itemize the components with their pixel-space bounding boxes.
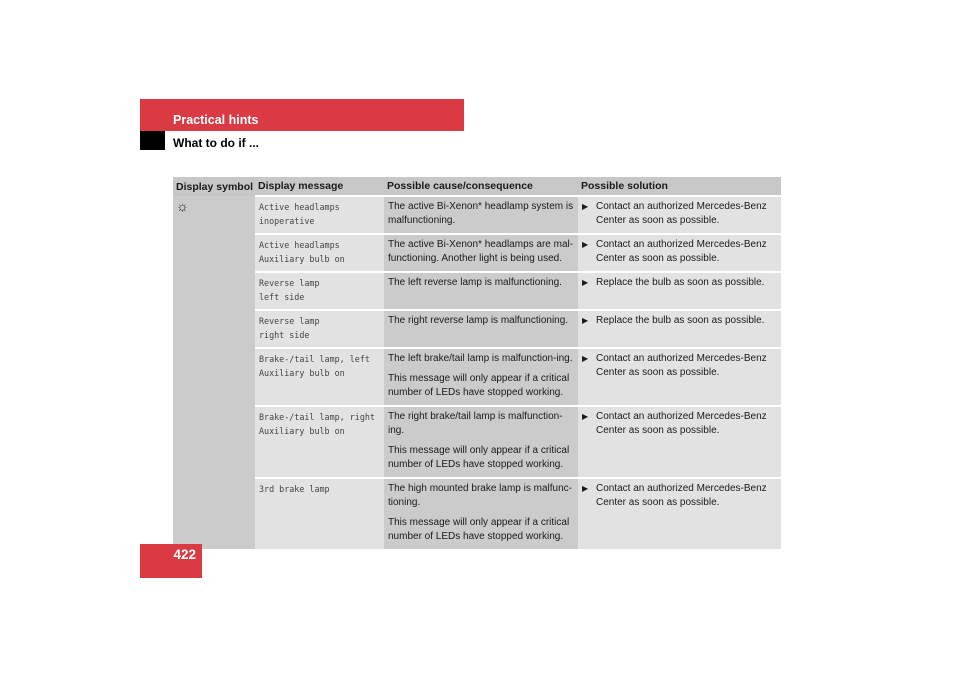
solution-text: Contact an authorized Mercedes-Benz Center as soon as possible.	[596, 353, 767, 378]
column-header-symbol: Display symbol	[173, 177, 255, 196]
solution-cell	[578, 478, 781, 549]
display-message-cell	[255, 406, 384, 478]
table-row	[173, 348, 781, 406]
display-message-cell	[255, 310, 384, 348]
cause-cell	[384, 196, 578, 234]
column-header-solution: Possible solution	[578, 177, 781, 196]
solution-cell	[578, 272, 781, 310]
display-message-line: 3rd brake lamp	[259, 484, 330, 494]
cause-text: The active Bi-Xenon* headlamp system is malfunctioning.	[388, 201, 574, 226]
cause-text: The left brake/tail lamp is malfunction-ing.	[388, 353, 573, 364]
solution-cell	[578, 310, 781, 348]
display-message-line: Auxiliary bulb on	[259, 426, 345, 436]
display-message-cell	[255, 348, 384, 406]
cause-cell	[384, 310, 578, 348]
bullet-arrow-icon: ▶	[582, 202, 589, 211]
table-row	[173, 272, 781, 310]
table-row	[173, 234, 781, 272]
display-message-line: Active headlamps	[259, 202, 340, 212]
column-header-cause: Possible cause/consequence	[384, 177, 578, 196]
cause-text: This message will only appear if a critical number of LEDs have stopped working.	[388, 517, 570, 542]
table-row	[173, 478, 781, 549]
cause-cell	[384, 234, 578, 272]
section-title: Practical hints	[173, 113, 259, 127]
display-message-cell	[255, 478, 384, 549]
solution-cell	[578, 348, 781, 406]
solution-text: Contact an authorized Mercedes-Benz Center as soon as possible.	[596, 483, 767, 508]
page-number: 422	[173, 547, 196, 562]
cause-text: This message will only appear if a critical number of LEDs have stopped working.	[388, 445, 570, 470]
solution-text: Contact an authorized Mercedes-Benz Center as soon as possible.	[596, 201, 767, 226]
display-messages-table	[173, 177, 781, 549]
page-number-box	[140, 544, 202, 578]
header-tab-marker	[140, 131, 165, 150]
table-row	[173, 406, 781, 478]
display-message-line: Reverse lamp	[259, 316, 320, 326]
solution-text: Contact an authorized Mercedes-Benz Center as soon as possible.	[596, 411, 767, 436]
table-header-row	[173, 177, 781, 196]
display-message-line: Active headlamps	[259, 240, 340, 250]
section-subtitle: What to do if ...	[173, 136, 259, 150]
cause-text: The high mounted brake lamp is malfunc-tioning.	[388, 483, 572, 508]
headlamp-icon: ☼	[176, 198, 189, 214]
cause-text: The active Bi-Xenon* headlamps are mal-functioning. Another light is being used.	[388, 239, 574, 264]
display-message-line: Brake-/tail lamp, left	[259, 354, 370, 364]
display-message-line: Brake-/tail lamp, right	[259, 412, 375, 422]
cause-cell	[384, 272, 578, 310]
display-message-cell	[255, 196, 384, 234]
display-message-line: Auxiliary bulb on	[259, 368, 345, 378]
solution-cell	[578, 234, 781, 272]
cause-cell	[384, 478, 578, 549]
display-message-line: right side	[259, 330, 310, 340]
table-row	[173, 196, 781, 234]
solution-text: Contact an authorized Mercedes-Benz Center as soon as possible.	[596, 239, 767, 264]
bullet-arrow-icon: ▶	[582, 484, 589, 493]
bullet-arrow-icon: ▶	[582, 316, 589, 325]
cause-text: This message will only appear if a critical number of LEDs have stopped working.	[388, 373, 570, 398]
bullet-arrow-icon: ▶	[582, 278, 589, 287]
bullet-arrow-icon: ▶	[582, 240, 589, 249]
solution-text: Replace the bulb as soon as possible.	[596, 277, 765, 288]
display-message-line: Reverse lamp	[259, 278, 320, 288]
solution-cell	[578, 196, 781, 234]
cause-cell	[384, 348, 578, 406]
bullet-arrow-icon: ▶	[582, 354, 589, 363]
display-message-line: left side	[259, 292, 305, 302]
cause-text: The left reverse lamp is malfunctioning.	[388, 277, 562, 288]
cause-text: The right brake/tail lamp is malfunction-ing.	[388, 411, 563, 436]
column-header-message: Display message	[255, 177, 384, 196]
bullet-arrow-icon: ▶	[582, 412, 589, 421]
display-message-cell	[255, 272, 384, 310]
cause-text: The right reverse lamp is malfunctioning.	[388, 315, 569, 326]
display-symbol-cell	[173, 196, 255, 549]
table-row	[173, 310, 781, 348]
cause-cell	[384, 406, 578, 478]
display-message-line: inoperative	[259, 216, 315, 226]
display-message-cell	[255, 234, 384, 272]
solution-cell	[578, 406, 781, 478]
solution-text: Replace the bulb as soon as possible.	[596, 315, 765, 326]
display-message-line: Auxiliary bulb on	[259, 254, 345, 264]
